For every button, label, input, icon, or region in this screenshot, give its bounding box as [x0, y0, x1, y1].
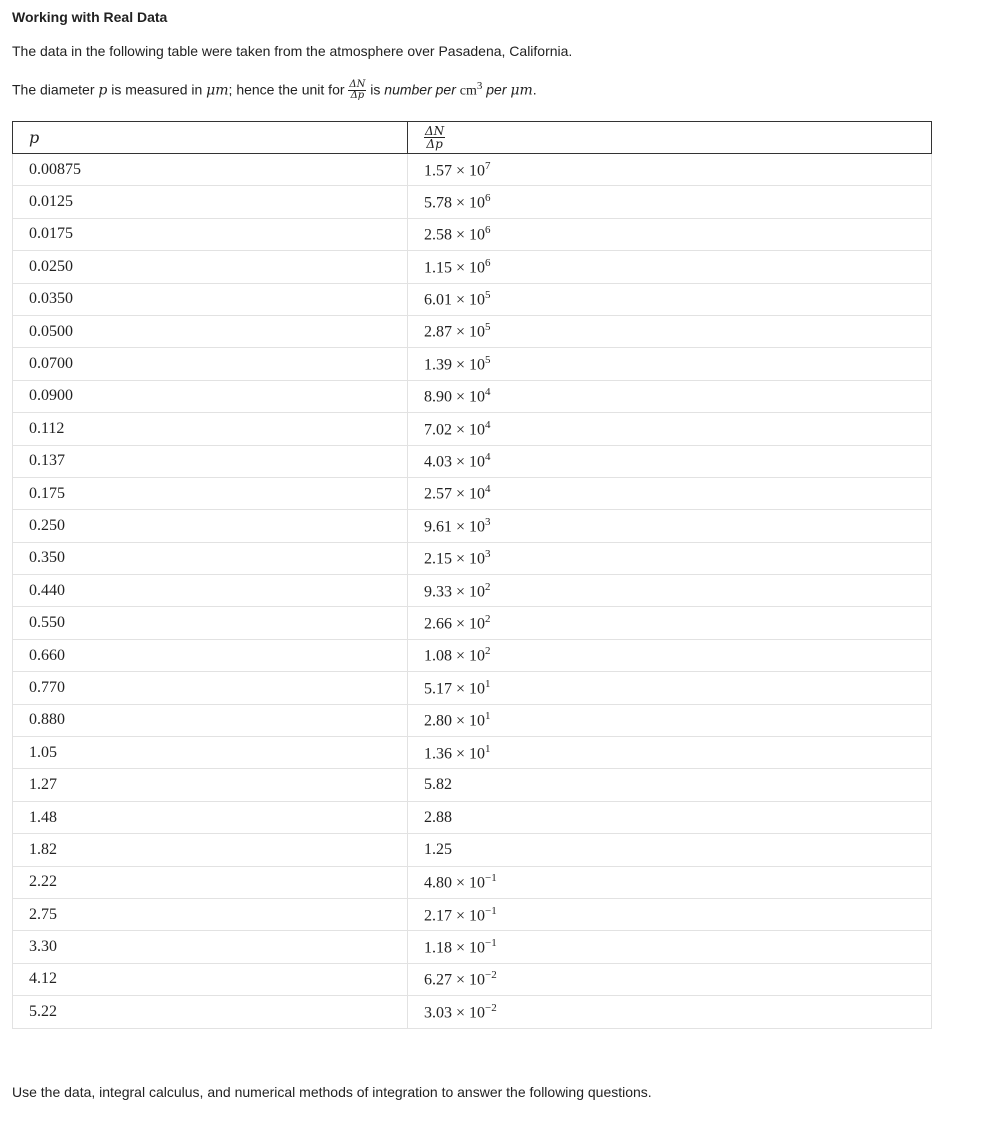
header-text: p — [29, 127, 40, 147]
mantissa: 5.17 — [424, 680, 452, 698]
mantissa: 2.17 — [424, 906, 452, 924]
table-row — [13, 898, 932, 930]
mantissa: 9.33 — [424, 582, 452, 600]
table-row — [13, 737, 932, 769]
text: is measured in — [107, 81, 207, 98]
table-row — [13, 348, 932, 380]
fraction — [348, 80, 366, 101]
table-row — [13, 931, 932, 963]
cell-p — [13, 510, 408, 542]
cell-dndp: $5.78 \times 10^6$ — [408, 186, 932, 218]
cell-dndp: $4.80 \times 10^{-1}$ — [408, 866, 932, 898]
table-header — [13, 122, 932, 154]
exponent: 5 — [485, 353, 491, 366]
cell-dndp: $1.15 \times 10^6$ — [408, 251, 932, 283]
col-header-p — [13, 122, 408, 154]
math-var: p — [98, 82, 108, 99]
cell-dndp: $6.01 \times 10^5$ — [408, 283, 932, 315]
value: 1.82 — [29, 840, 57, 858]
section-heading: Working with Real Data — [12, 9, 168, 25]
cell-p — [13, 769, 408, 801]
mantissa: 1.57 — [424, 161, 452, 179]
mantissa: 7.02 — [424, 420, 452, 438]
value: 0.0350 — [29, 290, 73, 308]
cell-p — [13, 283, 408, 315]
text: ; hence the unit for — [228, 81, 349, 98]
cell-p — [13, 348, 408, 380]
text: number per — [384, 81, 456, 98]
value: 0.175 — [29, 484, 65, 502]
table-row — [13, 510, 932, 542]
cell-dndp: $1.39 \times 10^5$ — [408, 348, 932, 380]
exponent: 3 — [485, 548, 491, 561]
cell-p — [13, 639, 408, 671]
mantissa: 2.88 — [424, 808, 452, 826]
value: 2.22 — [29, 873, 57, 891]
value: 0.0175 — [29, 225, 73, 243]
math-unit: cm — [459, 83, 477, 99]
cell-p — [13, 218, 408, 250]
table-row — [13, 639, 932, 671]
value: 0.112 — [29, 419, 65, 437]
exponent: 4 — [485, 451, 491, 464]
cell-p — [13, 996, 408, 1028]
table-row — [13, 963, 932, 995]
table-row — [13, 801, 932, 833]
mantissa: 2.58 — [424, 226, 452, 244]
value: 0.770 — [29, 678, 65, 696]
value: 0.350 — [29, 549, 65, 567]
exponent: −1 — [485, 936, 497, 949]
math-unit: μm — [510, 82, 533, 99]
table-row — [13, 834, 932, 866]
cell-dndp: $5.17 \times 10^1$ — [408, 672, 932, 704]
exponent: 6 — [485, 224, 491, 237]
exponent: −1 — [485, 872, 497, 885]
cell-dndp: $9.61 \times 10^3$ — [408, 510, 932, 542]
cell-p — [13, 737, 408, 769]
text: The diameter — [12, 81, 99, 98]
cell-p — [13, 154, 408, 186]
value: 0.250 — [29, 516, 65, 534]
cell-dndp: $2.15 \times 10^3$ — [408, 542, 932, 574]
denominator: Δp — [426, 137, 443, 151]
table-row — [13, 704, 932, 736]
cell-p — [13, 445, 408, 477]
cell-dndp: $2.66 \times 10^2$ — [408, 607, 932, 639]
mantissa: 9.61 — [424, 518, 452, 536]
cell-p — [13, 704, 408, 736]
table-row — [13, 380, 932, 412]
cell-dndp — [408, 801, 932, 833]
exponent: −1 — [485, 904, 497, 917]
exponent: −2 — [485, 1001, 497, 1014]
value: 2.75 — [29, 905, 57, 923]
table-row — [13, 445, 932, 477]
table-row — [13, 251, 932, 283]
mantissa: 5.82 — [424, 776, 452, 794]
cell-p — [13, 963, 408, 995]
mantissa: 2.87 — [424, 323, 452, 341]
value: 0.0125 — [29, 193, 73, 211]
cell-dndp: $6.27 \times 10^{-2}$ — [408, 963, 932, 995]
cell-p — [13, 315, 408, 347]
value: 0.00875 — [29, 160, 81, 178]
cell-dndp: $4.03 \times 10^4$ — [408, 445, 932, 477]
value: 5.22 — [29, 1002, 57, 1020]
table-row — [13, 283, 932, 315]
mantissa: 5.78 — [424, 194, 452, 212]
cell-dndp: $2.57 \times 10^4$ — [408, 477, 932, 509]
exponent: 3 — [476, 80, 483, 92]
mantissa: 4.80 — [424, 874, 452, 892]
table-row — [13, 413, 932, 445]
cell-p — [13, 672, 408, 704]
cell-dndp: $1.18 \times 10^{-1}$ — [408, 931, 932, 963]
mantissa: 2.80 — [424, 712, 452, 730]
cell-dndp: $1.57 \times 10^7$ — [408, 154, 932, 186]
exponent: 3 — [485, 515, 491, 528]
value: 0.0900 — [29, 387, 73, 405]
table-row — [13, 996, 932, 1028]
intro-text: The data in the following table were taken from the atmosphere over Pasadena, California. — [12, 43, 573, 59]
mantissa: 2.57 — [424, 485, 452, 503]
table-row — [13, 575, 932, 607]
value: 0.0250 — [29, 257, 73, 275]
exponent: 5 — [485, 289, 491, 302]
cell-dndp — [408, 769, 932, 801]
cell-dndp: $1.36 \times 10^1$ — [408, 737, 932, 769]
cell-dndp: $7.02 \times 10^4$ — [408, 413, 932, 445]
text: is — [366, 81, 385, 98]
cell-p — [13, 413, 408, 445]
exponent: 2 — [485, 613, 491, 625]
value: 1.48 — [29, 808, 57, 826]
mantissa: 8.90 — [424, 388, 452, 406]
numerator: ΔN — [425, 124, 445, 138]
value: 3.30 — [29, 938, 57, 956]
mantissa: 6.27 — [424, 971, 452, 989]
mantissa: 4.03 — [424, 453, 452, 471]
mantissa: 1.36 — [424, 744, 452, 762]
table-row — [13, 154, 932, 186]
cell-p — [13, 931, 408, 963]
math-unit: μm — [206, 82, 229, 99]
units-text — [12, 80, 537, 101]
cell-p — [13, 380, 408, 412]
cell-dndp: $2.80 \times 10^1$ — [408, 704, 932, 736]
value: 0.440 — [29, 581, 65, 599]
table-row — [13, 672, 932, 704]
table-row — [13, 866, 932, 898]
exponent: 1 — [485, 710, 491, 723]
table-row — [13, 477, 932, 509]
cell-p — [13, 898, 408, 930]
text: . — [532, 81, 537, 98]
value: 0.0700 — [29, 355, 73, 373]
cell-p — [13, 801, 408, 833]
cell-dndp: $8.90 \times 10^4$ — [408, 380, 932, 412]
cell-dndp: $2.17 \times 10^{-1}$ — [408, 898, 932, 930]
exponent: −2 — [485, 969, 497, 982]
mantissa: 3.03 — [424, 1004, 452, 1022]
cell-p — [13, 575, 408, 607]
mantissa: 2.66 — [424, 615, 452, 633]
col-header-dndp — [408, 122, 932, 154]
cell-dndp — [408, 834, 932, 866]
table-row — [13, 607, 932, 639]
text: per — [482, 81, 511, 98]
mantissa: 1.39 — [424, 356, 452, 374]
exponent: 1 — [485, 677, 491, 690]
cell-p — [13, 607, 408, 639]
footer-text: Use the data, integral calculus, and numerical methods of integration to answer the following questions. — [12, 1084, 652, 1100]
cell-dndp: $2.58 \times 10^6$ — [408, 218, 932, 250]
data-table — [12, 121, 932, 1029]
cell-p — [13, 834, 408, 866]
value: 0.0500 — [29, 322, 73, 340]
exponent: 2 — [485, 645, 491, 658]
value: 1.05 — [29, 743, 57, 761]
exponent: 6 — [485, 191, 491, 204]
table-row — [13, 218, 932, 250]
mantissa: 1.08 — [424, 647, 452, 665]
cell-p — [13, 542, 408, 574]
table-row — [13, 542, 932, 574]
mantissa: 2.15 — [424, 550, 452, 568]
exponent: 5 — [485, 321, 491, 334]
table-row — [13, 186, 932, 218]
mantissa: 1.18 — [424, 939, 452, 957]
cell-dndp: $2.87 \times 10^5$ — [408, 315, 932, 347]
mantissa: 6.01 — [424, 291, 452, 309]
exponent: 4 — [485, 418, 491, 431]
cell-p — [13, 866, 408, 898]
exponent: 7 — [485, 159, 491, 172]
value: 0.660 — [29, 646, 65, 664]
table-row — [13, 315, 932, 347]
cell-p — [13, 477, 408, 509]
numerator: ΔN — [349, 79, 366, 91]
value: 0.550 — [29, 614, 65, 632]
table-row — [13, 769, 932, 801]
mantissa: 1.25 — [424, 840, 452, 858]
exponent: 4 — [485, 483, 491, 496]
cell-p — [13, 251, 408, 283]
value: 1.27 — [29, 776, 57, 794]
mantissa: 1.15 — [424, 259, 452, 277]
fraction — [424, 125, 445, 150]
cell-dndp: $3.03 \times 10^{-2}$ — [408, 996, 932, 1028]
cell-dndp: $9.33 \times 10^2$ — [408, 575, 932, 607]
exponent: 2 — [485, 580, 491, 593]
exponent: 1 — [485, 742, 491, 755]
cell-dndp: $1.08 \times 10^2$ — [408, 639, 932, 671]
value: 4.12 — [29, 970, 57, 988]
value: 0.137 — [29, 452, 65, 470]
exponent: 6 — [485, 256, 491, 269]
cell-p — [13, 186, 408, 218]
denominator: Δp — [350, 90, 365, 102]
value: 0.880 — [29, 711, 65, 729]
exponent: 4 — [485, 386, 491, 399]
